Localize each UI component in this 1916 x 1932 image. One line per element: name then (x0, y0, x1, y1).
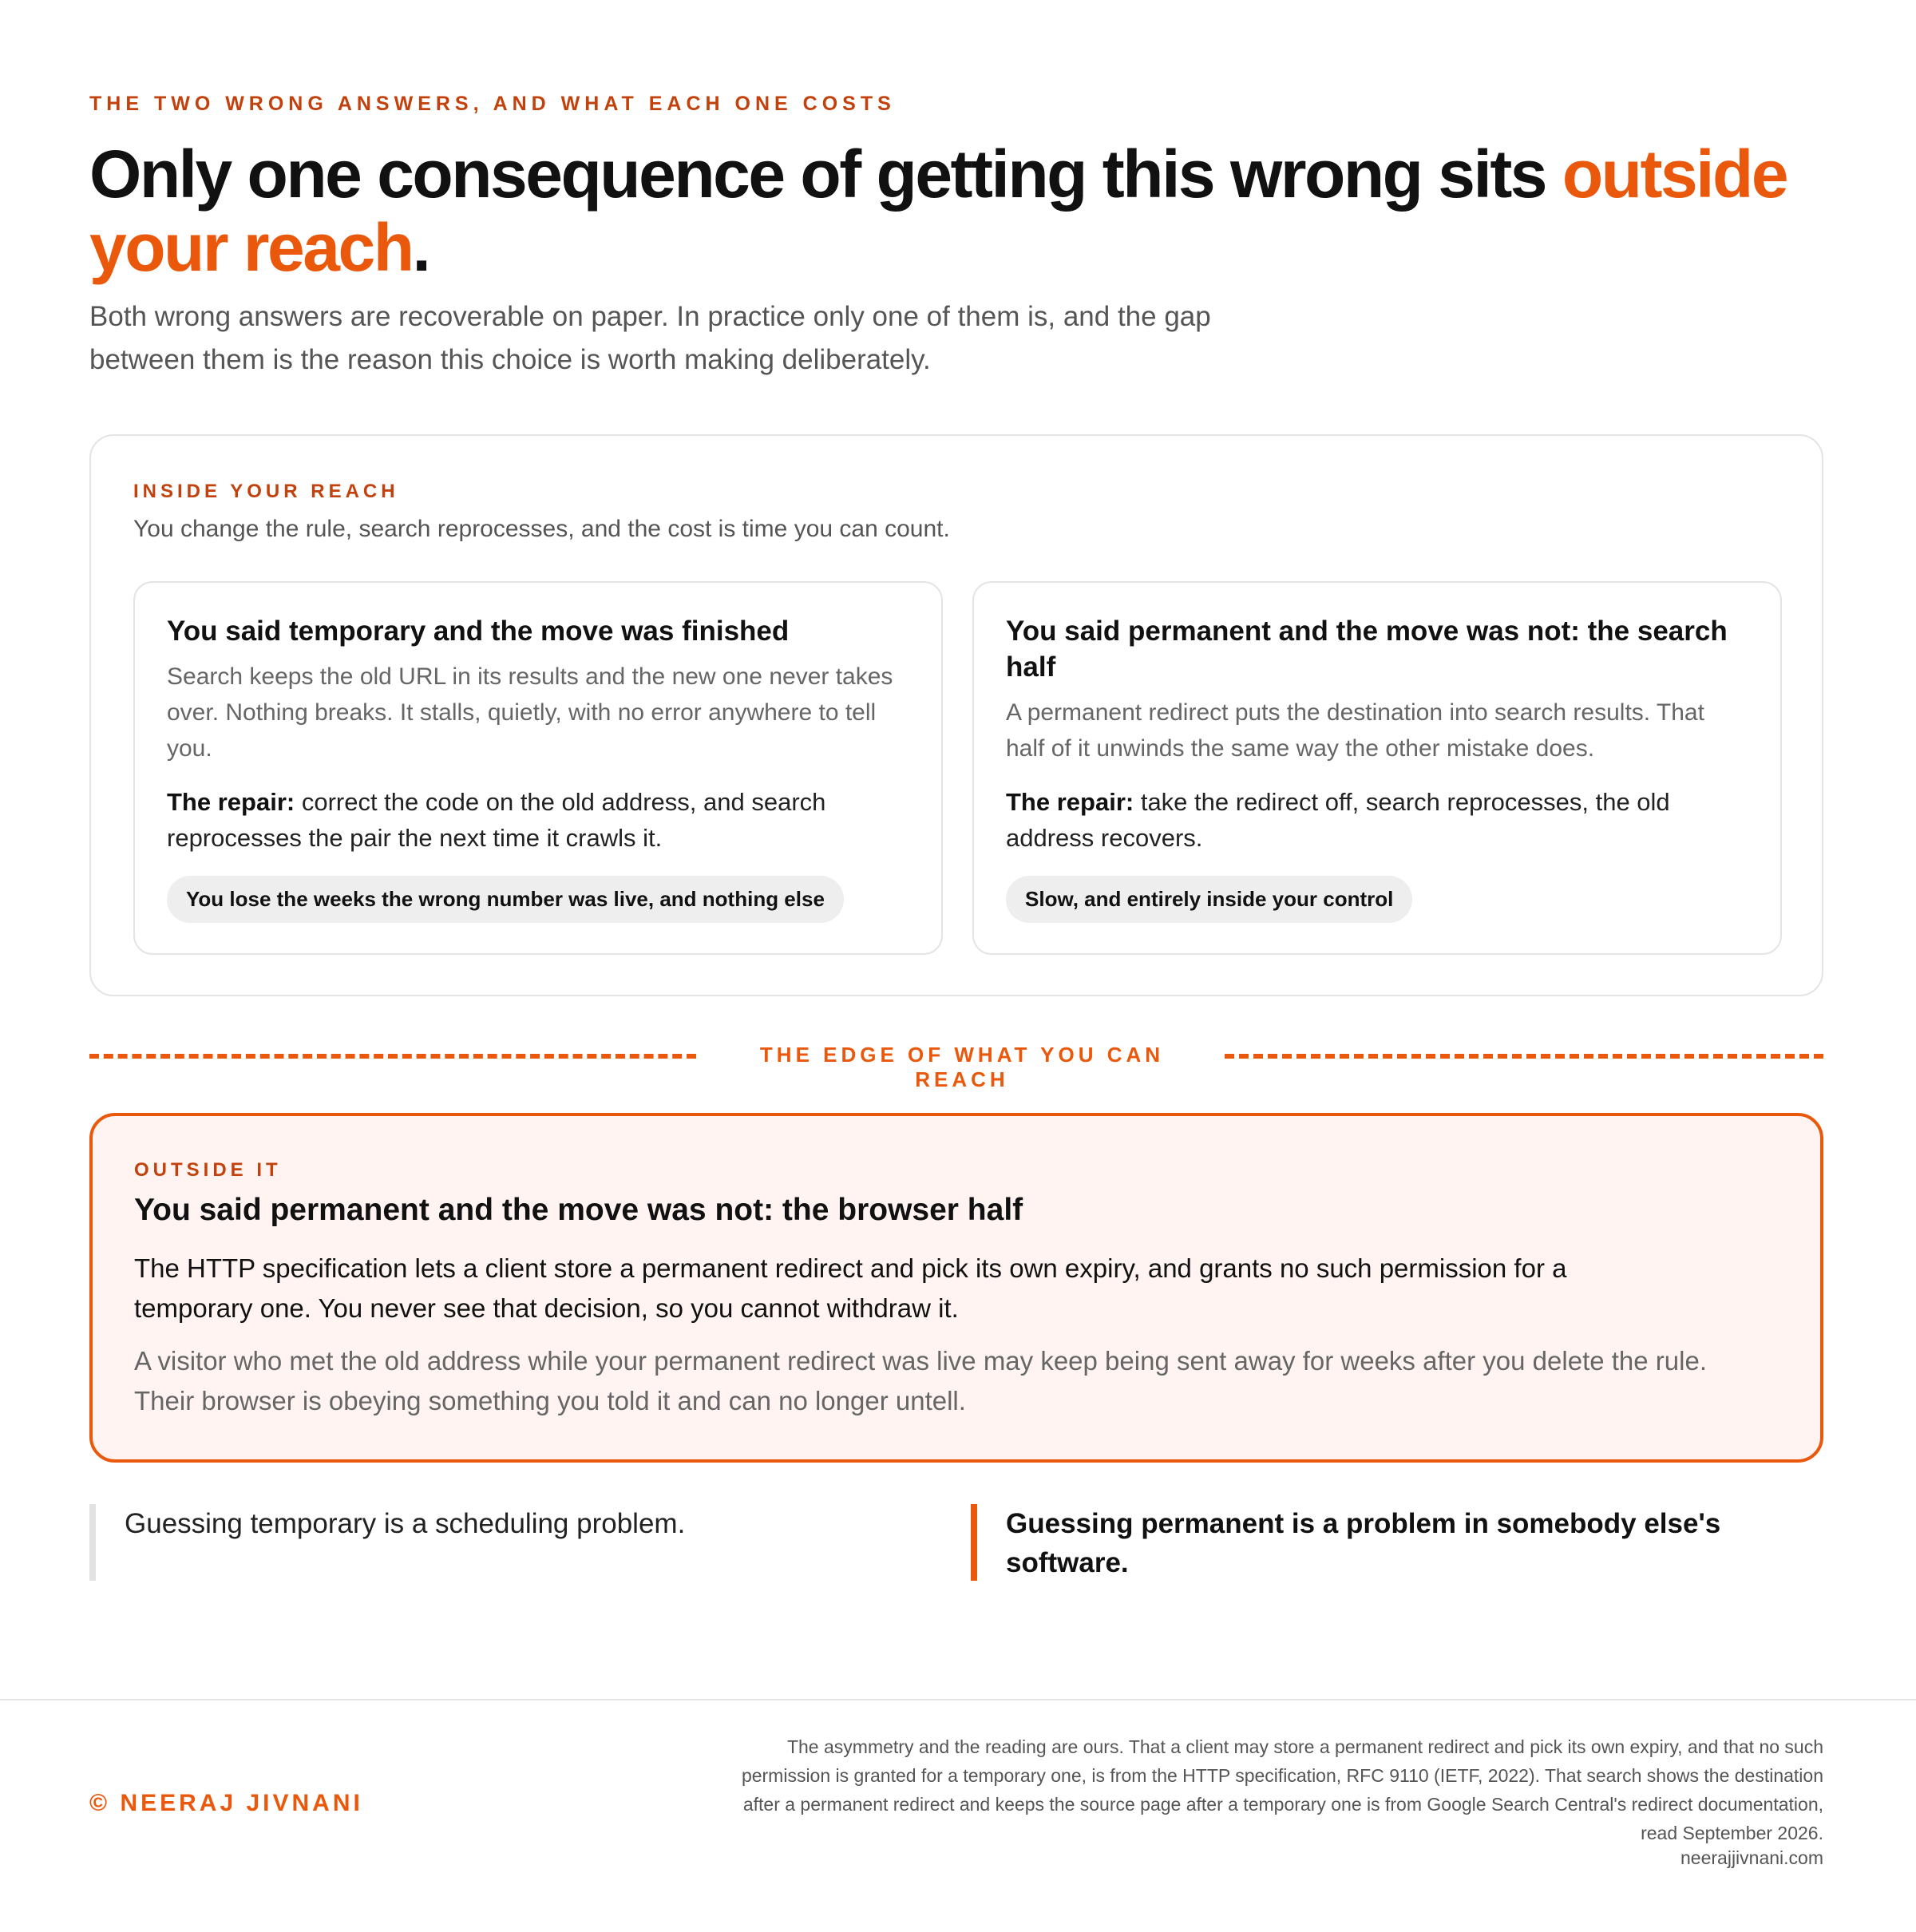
outside-paragraph-visitor: A visitor who met the old address while your permanent redirect was live may keep being sent away for weeks after you delete the rule. Their browser is obeying something you told it and can no longer untell. (134, 1346, 1707, 1415)
outside-paragraph-spec: The HTTP specification lets a client store a permanent redirect and pick its own expiry, and grants no such permission for a temporary one. You never see that decision, so you cannot withdraw it. (134, 1253, 1567, 1323)
cost-pill: You lose the weeks the wrong number was live, and nothing else (167, 876, 844, 923)
headline-period: . (412, 210, 430, 285)
conclusion-temporary: Guessing temporary is a scheduling problem. (89, 1504, 955, 1581)
temporary-mistake-card (133, 581, 943, 955)
card-body: A permanent redirect puts the destination into search results. That half of it unwinds the same way the other mistake does. (1006, 699, 1704, 762)
inside-reach-panel (89, 434, 1823, 996)
footer-divider (0, 1699, 1916, 1700)
repair-label: The repair: (167, 788, 295, 816)
inside-reach-label: INSIDE YOUR REACH (133, 481, 399, 502)
site-url: neerajjivnani.com (1680, 1847, 1823, 1868)
lede: Both wrong answers are recoverable on paper. In practice only one of them is, and the gap between them is the reason this choice is worth making deliberately. (89, 301, 1211, 375)
inside-reach-subtitle: You change the rule, search reprocesses, and the cost is time you can count. (133, 516, 950, 542)
repair-text: correct the code on the old address, and search reprocesses the pair the next time it crawls it. (167, 788, 826, 852)
repair-label: The repair: (1006, 788, 1134, 816)
headline-accent: outside your reach (89, 137, 1787, 285)
card-title: You said permanent and the move was not: the search half (1006, 616, 1728, 683)
source-note: The asymmetry and the reading are ours. That a client may store a permanent redirect and pick its own expiry, and that no such permission is granted for a temporary one, is from the HTTP specification, RFC 9110 (IETF, 2022). That search shows the destination after a permanent redirect and keeps the source page after a temporary one is from Google Search Central's redirect documentation, read September 2026. (741, 1736, 1823, 1843)
cost-pill: Slow, and entirely inside your control (1006, 876, 1412, 923)
permanent-search-card (972, 581, 1782, 955)
reach-edge-label: THE EDGE OF WHAT YOU CAN REACH (759, 1043, 1165, 1091)
card-title: You said temporary and the move was finished (167, 616, 790, 647)
page-title (89, 137, 1838, 284)
repair-text: take the redirect off, search reprocesses, the old address recovers. (1006, 788, 1670, 852)
card-body: Search keeps the old URL in its results and the new one never takes over. Nothing breaks. It stalls, quietly, with no error anywhere to tell you. (167, 663, 893, 762)
card-repair (167, 784, 909, 856)
headline-text: Only one consequence of getting this wrong sits (89, 137, 1562, 212)
divider-dash-left (89, 1054, 696, 1063)
reach-edge-divider (89, 1039, 1823, 1091)
divider-dash-right (1225, 1054, 1823, 1063)
card-repair (1006, 784, 1748, 856)
eyebrow: THE TWO WRONG ANSWERS, AND WHAT EACH ONE COSTS (89, 93, 896, 115)
conclusion-permanent: Guessing permanent is a problem in somebody else's software. (971, 1504, 1772, 1581)
outside-title: You said permanent and the move was not: the browser half (134, 1193, 1023, 1227)
outside-reach-label: OUTSIDE IT (134, 1159, 282, 1181)
outside-reach-panel (89, 1113, 1823, 1463)
copyright-brand: © NEERAJ JIVNANI (89, 1790, 363, 1816)
